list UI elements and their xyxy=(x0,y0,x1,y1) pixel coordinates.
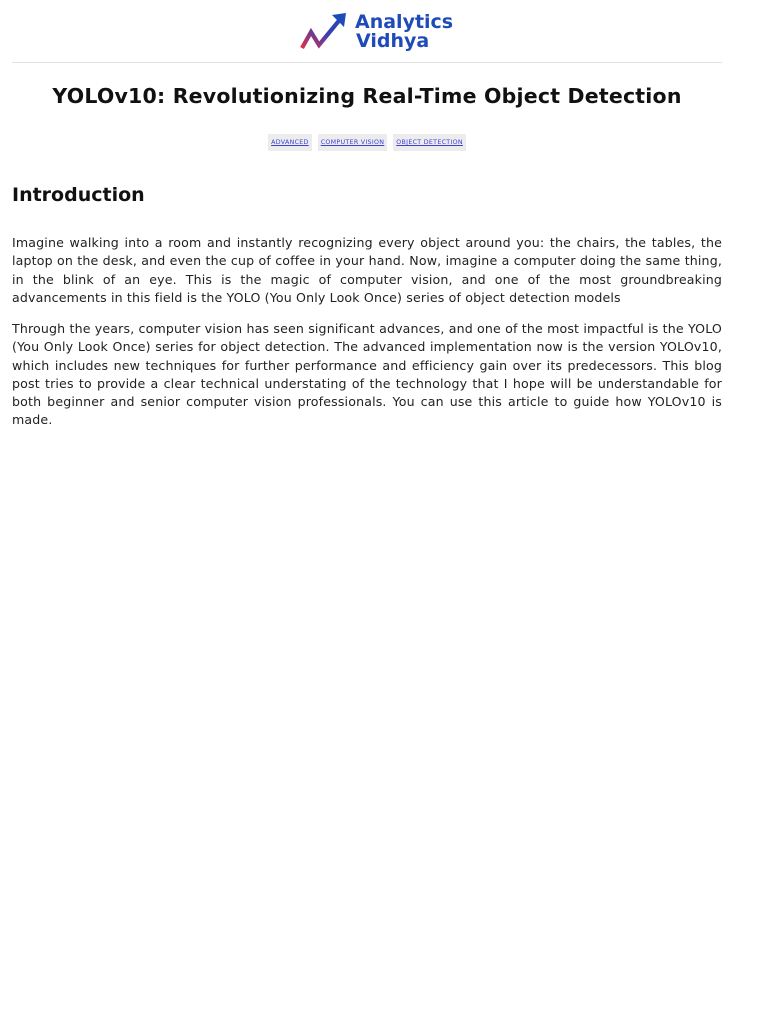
site-logo[interactable] xyxy=(299,11,453,53)
intro-paragraph-1: Imagine walking into a room and instantly recognizing every object around you: the chairs, the tables, the laptop on the desk, and even the cup of coffee in your hand. Now, imagine a computer doing the same thing, in the blink of an eye. This is the magic of computer vision, and one of the most groundbreaking advancements in this field is the YOLO (You Only Look Once) series of object detection models xyxy=(12,235,722,305)
article-title: YOLOv10: Revolutionizing Real-Time Object Detection xyxy=(52,84,682,108)
section-heading-introduction: Introduction xyxy=(12,184,145,206)
intro-paragraph-2: Through the years, computer vision has seen significant advances, and one of the most impactful is the YOLO (You Only Look Once) series for object detection. The advanced implementation now is the version YOLOv10, which includes new techniques for further performance and efficiency gain over its predecessors. This blog post tries to provide a clear technical understating of the technology that I hope will be understandable for both beginner and senior computer vision professionals. You can use this article to guide how YOLOv10 is made. xyxy=(12,321,722,428)
tag-advanced[interactable]: ADVANCED xyxy=(268,134,312,151)
logo-line2: Vidhya xyxy=(356,30,430,52)
logo-line1: Analytics xyxy=(355,11,454,33)
logo-wordmark xyxy=(355,13,453,51)
header-divider xyxy=(12,62,722,63)
tag-object-detection[interactable]: OBJECT DETECTION xyxy=(393,134,466,151)
tag-list xyxy=(12,134,722,151)
trend-up-arrow-icon xyxy=(299,12,349,52)
tag-computer-vision[interactable]: COMPUTER VISION xyxy=(318,134,388,151)
